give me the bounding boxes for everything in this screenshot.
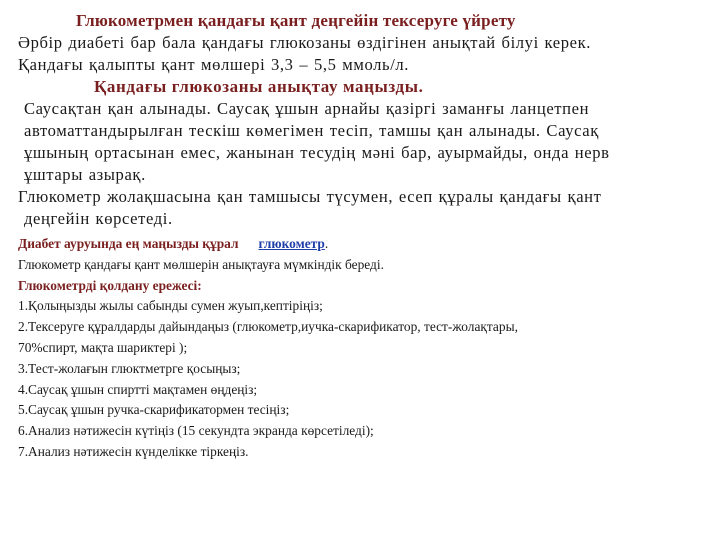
intro-line-2: Қандағы қалыпты қант мөлшері 3,3 – 5,5 ммоль/л. [18,55,410,74]
finger-line-3: ұшының ортасынан емес, жанынан тесудің мәні бар, ауырмайды, онда нерв [24,143,610,162]
device-line [18,234,708,255]
rules-section [18,234,708,463]
rule-item: 6.Анализ нәтижесін күтіңіз (15 секундта экранда көрсетіледі); [18,423,374,439]
intro-section [18,10,708,230]
rule-item: 3.Тест-жолағын глюктметрге қосыңыз; [18,360,241,376]
rule-item: 70%спирт, мақта шариктері ); [18,339,188,355]
rule-item: 4.Саусақ ұшын спиртті мақтамен өңдеңіз; [18,381,258,397]
strip-line-2: деңгейін көрсетеді. [24,209,173,228]
rule-item: 1.Қолыңызды жылы сабынды сумен жуып,кептіріңіз; [18,298,323,314]
rule-item: 7.Анализ нәтижесін күнделікке тіркеңіз. [18,443,249,459]
rule-item: 2.Тексеруге құралдарды дайындаңыз (глюкометр,иучка-скарификатор, тест-жолақтары, [18,319,518,335]
finger-line-1: Саусақтан қан алынады. Саусақ ұшын арнайы қазіргі заманғы ланцетпен [24,99,590,118]
intro-line-1: Әрбір диабеті бар бала қандағы глюкозаны өздігінен анықтай білуі керек. [18,33,592,52]
device-line-end: . [324,236,329,251]
finger-line-2: автоматтандырылған тескіш көмегімен тесіп, тамшы қан алынады. Саусақ [24,121,599,140]
importance-heading: Қандағы глюкозаны анықтау маңызды. [94,77,424,96]
device-line-lead: Диабет ауруында ең маңызды құрал [18,236,239,251]
page-title: Глюкометрмен қандағы қант деңгейін тексеруге үйрету [76,11,516,30]
glucometer-link[interactable]: глюкометр [258,236,325,251]
finger-line-4: ұштары азырақ. [24,165,146,184]
strip-line-1: Глюкометр жолақшасына қан тамшысы түсумен, есеп құралы қандағы қант [18,187,602,206]
rule-item: 5.Саусақ ұшын ручка-скарификатормен тесіңіз; [18,402,290,418]
device-description: Глюкометр қандағы қант мөлшерін анықтауға мүмкіндік береді. [18,256,384,272]
rules-heading: Глюкометрді қолдану ережесі: [18,277,202,293]
